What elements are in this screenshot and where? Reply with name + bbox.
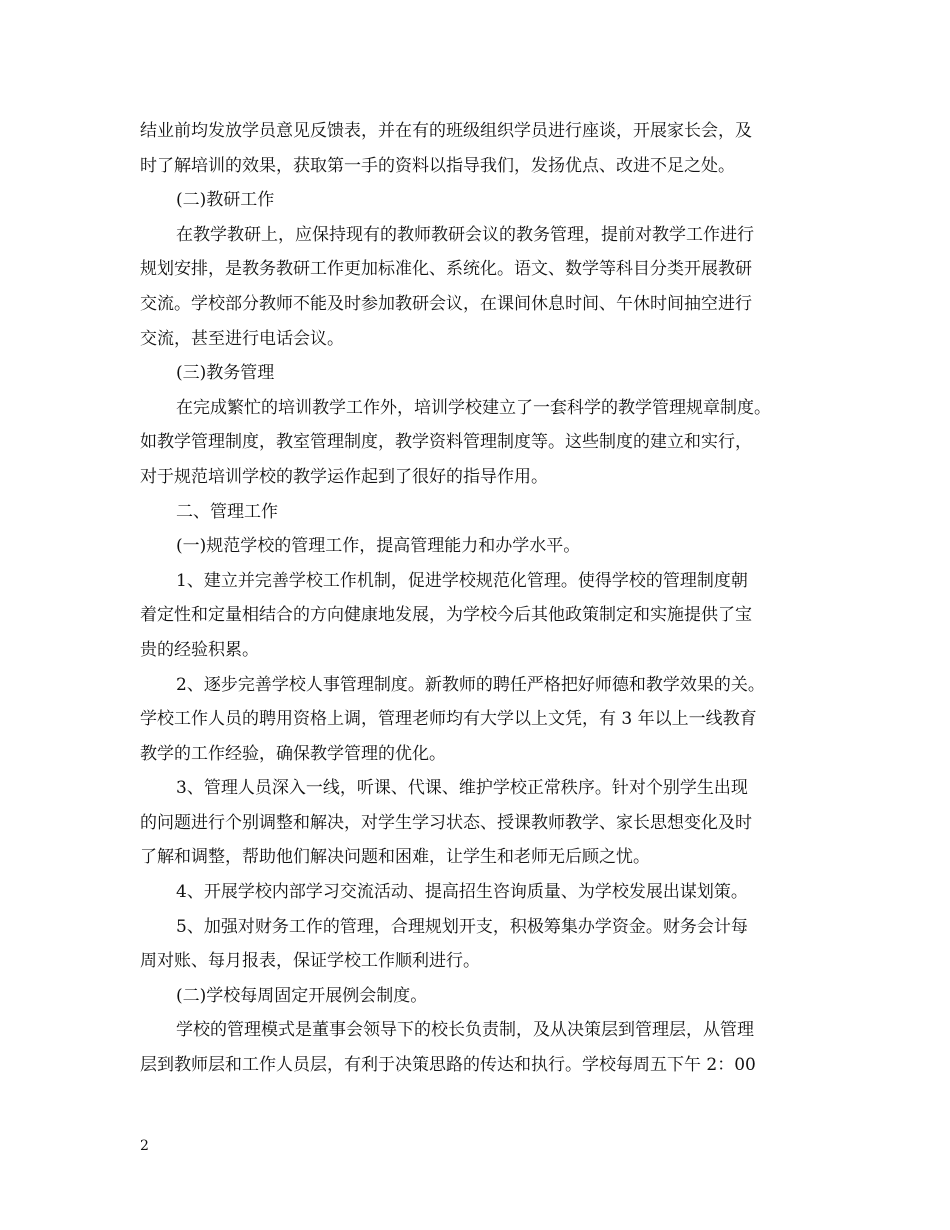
text-line: 4、开展学校内部学习交流活动、提高招生咨询质量、为学校发展出谋划策。 bbox=[176, 882, 748, 903]
document-body bbox=[140, 114, 812, 1083]
text-line: 如教学管理制度，教室管理制度，教学资料管理制度等。这些制度的建立和实行， bbox=[140, 432, 752, 453]
text-line: 二、管理工作 bbox=[176, 501, 278, 522]
text-line: 时了解培训的效果，获取第一手的资料以指导我们，发扬优点、改进不足之处。 bbox=[140, 155, 735, 176]
page-number: 2 bbox=[140, 1138, 149, 1154]
text-line: 贵的经验积累。 bbox=[140, 639, 259, 660]
text-line: 1、建立并完善学校工作机制，促进学校规范化管理。使得学校的管理制度朝 bbox=[176, 570, 748, 591]
text-line: 学校工作人员的聘用资格上调，管理老师均有大学以上文凭，有 3 年以上一线教育 bbox=[140, 709, 757, 730]
text-line: (三)教务管理 bbox=[176, 363, 275, 384]
text-line: 对于规范培训学校的教学运作起到了很好的指导作用。 bbox=[140, 466, 548, 487]
text-line: 的问题进行个别调整和解决，对学生学习状态、授课教师教学、家长思想变化及时 bbox=[140, 812, 752, 833]
text-line: 周对账、每月报表，保证学校工作顺利进行。 bbox=[140, 951, 480, 972]
text-line: 了解和调整，帮助他们解决问题和困难，让学生和老师无后顾之忧。 bbox=[140, 847, 650, 868]
text-line: (一)规范学校的管理工作，提高管理能力和办学水平。 bbox=[176, 536, 581, 557]
text-line: 在教学教研上，应保持现有的教师教研会议的教务管理，提前对教学工作进行 bbox=[176, 224, 754, 245]
text-line: 5、加强对财务工作的管理，合理规划开支，积极筹集办学资金。财务会计每 bbox=[176, 916, 748, 937]
text-line: 着定性和定量相结合的方向健康地发展，为学校今后其他政策制定和实施提供了宝 bbox=[140, 605, 752, 626]
text-line: 交流。学校部分教师不能及时参加教研会议，在课间休息时间、午休时间抽空进行 bbox=[140, 293, 752, 314]
text-line: 教学的工作经验，确保教学管理的优化。 bbox=[140, 743, 446, 764]
text-line: 学校的管理模式是董事会领导下的校长负责制，及从决策层到管理层，从管理 bbox=[176, 1020, 754, 1041]
text-line: (二)学校每周固定开展例会制度。 bbox=[176, 985, 428, 1006]
text-line: 规划安排，是教务教研工作更加标准化、系统化。语文、数学等科目分类开展教研 bbox=[140, 259, 752, 280]
text-line: 在完成繁忙的培训教学工作外，培训学校建立了一套科学的教学管理规章制度。 bbox=[176, 397, 771, 418]
text-line: (二)教研工作 bbox=[176, 190, 275, 211]
text-line: 层到教师层和工作人员层，有利于决策思路的传达和执行。学校每周五下午 2：00 bbox=[140, 1055, 756, 1076]
text-line: 结业前均发放学员意见反馈表，并在有的班级组织学员进行座谈，开展家长会，及 bbox=[140, 121, 752, 141]
text-line: 2、逐步完善学校人事管理制度。新教师的聘任严格把好师德和教学效果的关。 bbox=[176, 674, 765, 695]
text-line: 3、管理人员深入一线，听课、代课、维护学校正常秩序。针对个别学生出现 bbox=[176, 778, 748, 799]
text-line: 交流，甚至进行电话会议。 bbox=[140, 328, 344, 349]
